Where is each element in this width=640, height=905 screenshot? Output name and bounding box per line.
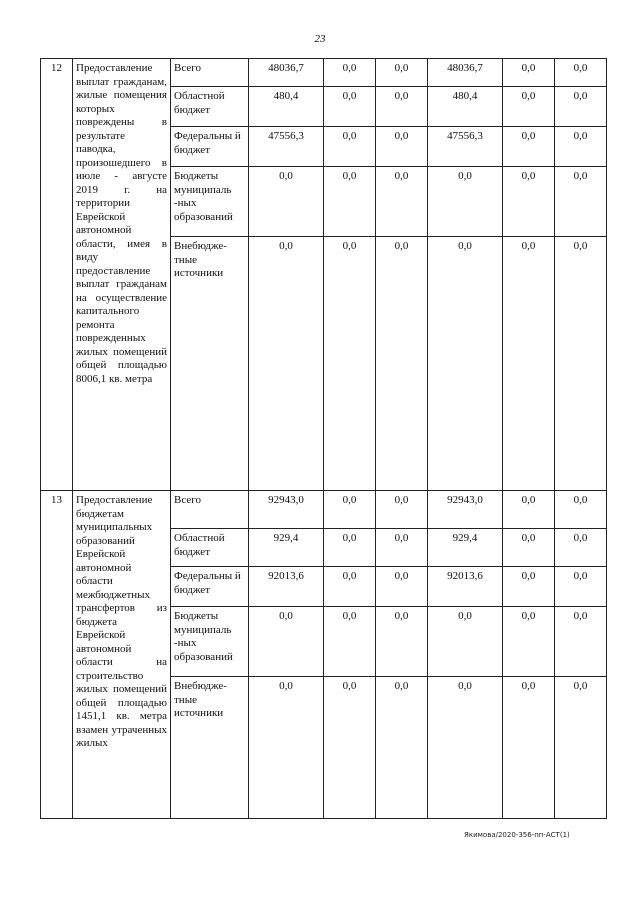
value-cell: 0,0 — [555, 529, 607, 567]
value-cell: 0,0 — [249, 167, 324, 237]
value-cell: 0,0 — [555, 677, 607, 819]
value-cell: 0,0 — [376, 127, 428, 167]
value-cell: 0,0 — [555, 607, 607, 677]
value-cell: 0,0 — [428, 237, 503, 491]
table-row — [41, 59, 607, 87]
value-cell: 0,0 — [376, 567, 428, 607]
source-label: Федеральны й бюджет — [171, 567, 249, 607]
source-label: Бюджеты муниципаль -ных образований — [171, 167, 249, 237]
source-label: Областной бюджет — [171, 529, 249, 567]
source-label: Бюджеты муниципаль -ных образований — [171, 607, 249, 677]
value-cell: 0,0 — [324, 127, 376, 167]
value-cell: 0,0 — [503, 127, 555, 167]
value-cell: 0,0 — [324, 567, 376, 607]
value-cell: 0,0 — [428, 677, 503, 819]
value-cell: 0,0 — [376, 59, 428, 87]
value-cell: 92943,0 — [249, 491, 324, 529]
value-cell: 0,0 — [249, 607, 324, 677]
source-label: Внебюдже- тные источники — [171, 677, 249, 819]
source-label: Федеральны й бюджет — [171, 127, 249, 167]
source-label: Областной бюджет — [171, 87, 249, 127]
value-cell: 0,0 — [376, 87, 428, 127]
value-cell: 0,0 — [376, 491, 428, 529]
value-cell: 0,0 — [555, 87, 607, 127]
value-cell: 47556,3 — [428, 127, 503, 167]
value-cell: 0,0 — [376, 529, 428, 567]
source-label: Внебюдже- тные источники — [171, 237, 249, 491]
value-cell: 0,0 — [376, 677, 428, 819]
value-cell: 0,0 — [324, 491, 376, 529]
value-cell: 0,0 — [324, 677, 376, 819]
value-cell: 0,0 — [503, 607, 555, 677]
value-cell: 48036,7 — [249, 59, 324, 87]
row-number: 12 — [41, 59, 73, 491]
budget-table — [40, 58, 607, 819]
row-description: Предоставление выплат гражданам, жилые помещения которых повреждены в результате паводка, произошедшего в июле - августе 2019 г. на территории Еврейской автономной области, имея в виду предоставление выплат гражданам на осуществление капитального ремонта поврежденных жилых помещений общей площадью 8006,1 кв. метра — [73, 59, 171, 491]
value-cell: 0,0 — [503, 59, 555, 87]
value-cell: 0,0 — [376, 607, 428, 677]
value-cell: 0,0 — [555, 167, 607, 237]
value-cell: 0,0 — [324, 59, 376, 87]
value-cell: 0,0 — [428, 167, 503, 237]
page-number: 23 — [314, 33, 326, 45]
source-label: Всего — [171, 491, 249, 529]
value-cell: 0,0 — [555, 59, 607, 87]
value-cell: 48036,7 — [428, 59, 503, 87]
value-cell: 0,0 — [376, 237, 428, 491]
value-cell: 929,4 — [428, 529, 503, 567]
value-cell: 0,0 — [324, 167, 376, 237]
value-cell: 0,0 — [555, 567, 607, 607]
value-cell: 0,0 — [324, 237, 376, 491]
value-cell: 92013,6 — [249, 567, 324, 607]
value-cell: 929,4 — [249, 529, 324, 567]
value-cell: 92013,6 — [428, 567, 503, 607]
value-cell: 0,0 — [503, 167, 555, 237]
value-cell: 0,0 — [324, 87, 376, 127]
value-cell: 0,0 — [324, 529, 376, 567]
value-cell: 0,0 — [555, 237, 607, 491]
row-number: 13 — [41, 491, 73, 819]
value-cell: 0,0 — [249, 677, 324, 819]
value-cell: 0,0 — [503, 237, 555, 491]
value-cell: 0,0 — [428, 607, 503, 677]
value-cell: 92943,0 — [428, 491, 503, 529]
value-cell: 0,0 — [503, 567, 555, 607]
value-cell: 47556,3 — [249, 127, 324, 167]
value-cell: 0,0 — [503, 87, 555, 127]
value-cell: 0,0 — [555, 491, 607, 529]
value-cell: 480,4 — [249, 87, 324, 127]
value-cell: 0,0 — [324, 607, 376, 677]
row-description: Предоставление бюджетам муниципальных образований Еврейской автономной области межбюджетных трансфертов из бюджета Еврейской автономной области на строительство жилых помещений общей площадью 1451,1 кв. метра взамен утраченных жилых — [73, 491, 171, 819]
value-cell: 480,4 — [428, 87, 503, 127]
value-cell: 0,0 — [503, 677, 555, 819]
value-cell: 0,0 — [503, 491, 555, 529]
document-code: Якимова/2020-356-пп-АСТ(1) — [464, 831, 570, 839]
source-label: Всего — [171, 59, 249, 87]
value-cell: 0,0 — [503, 529, 555, 567]
value-cell: 0,0 — [249, 237, 324, 491]
table-row — [41, 491, 607, 529]
value-cell: 0,0 — [376, 167, 428, 237]
value-cell: 0,0 — [555, 127, 607, 167]
